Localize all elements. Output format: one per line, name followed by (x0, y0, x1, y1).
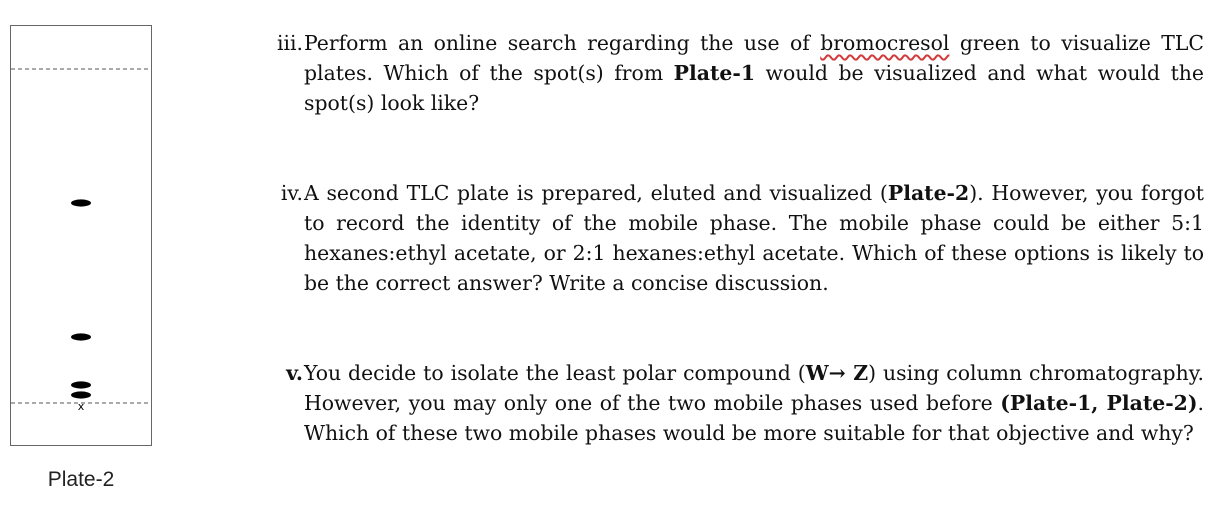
question-text (304, 178, 1204, 298)
bold-run: Plate-2 (887, 181, 970, 205)
text-run: You decide to isolate the least polar compound ( (304, 361, 806, 385)
question-number: v. (286, 361, 303, 385)
text-run: A second TLC plate is prepared, eluted and visualized ( (304, 181, 888, 205)
text-run: . Which of these two mobile phases would be more suitable for that objective and why? (304, 391, 1204, 445)
origin-marker: x (77, 400, 85, 413)
text-run: green to visualize TLC plates. Which of the spot(s) from (304, 31, 1205, 85)
tlc-plate-figure (0, 0, 170, 514)
question-number: iii. (276, 31, 303, 55)
spot-middle (71, 333, 91, 340)
misspelled-word[interactable]: bromocresol (820, 31, 950, 55)
questions-section (262, 28, 1205, 445)
tlc-plate-drawing (0, 0, 170, 470)
text-run: Perform an online search regarding the use of (304, 31, 821, 55)
text-run: would be visualized and what would the spot(s) look like? (304, 61, 1204, 115)
question-text (304, 28, 1204, 118)
question-iii (262, 28, 1204, 118)
question-number: iv. (280, 181, 303, 205)
plate-caption: Plate-2 (47, 468, 115, 491)
spot-upper (71, 199, 91, 206)
bold-run: Plate-1 (673, 61, 756, 85)
bold-run: (Plate-1, Plate-2) (1000, 391, 1198, 415)
spot-lower-2 (71, 391, 91, 398)
bold-run: W→ Z (805, 361, 869, 385)
question-v (262, 358, 1204, 448)
question-text (304, 358, 1204, 448)
question-iv (262, 178, 1204, 298)
spot-lower-1 (71, 381, 91, 388)
text-run: ) using column chromatography. However, you may only one of the two mobile phases used before (304, 361, 1205, 415)
text-run: ). However, you forgot to record the identity of the mobile phase. The mobile phase could be either 5:1 hexanes:ethyl acetate, or 2:1 hexanes:ethyl acetate. Which of these options is likely to be the correct answer? Write a concise discussion. (304, 181, 1204, 295)
